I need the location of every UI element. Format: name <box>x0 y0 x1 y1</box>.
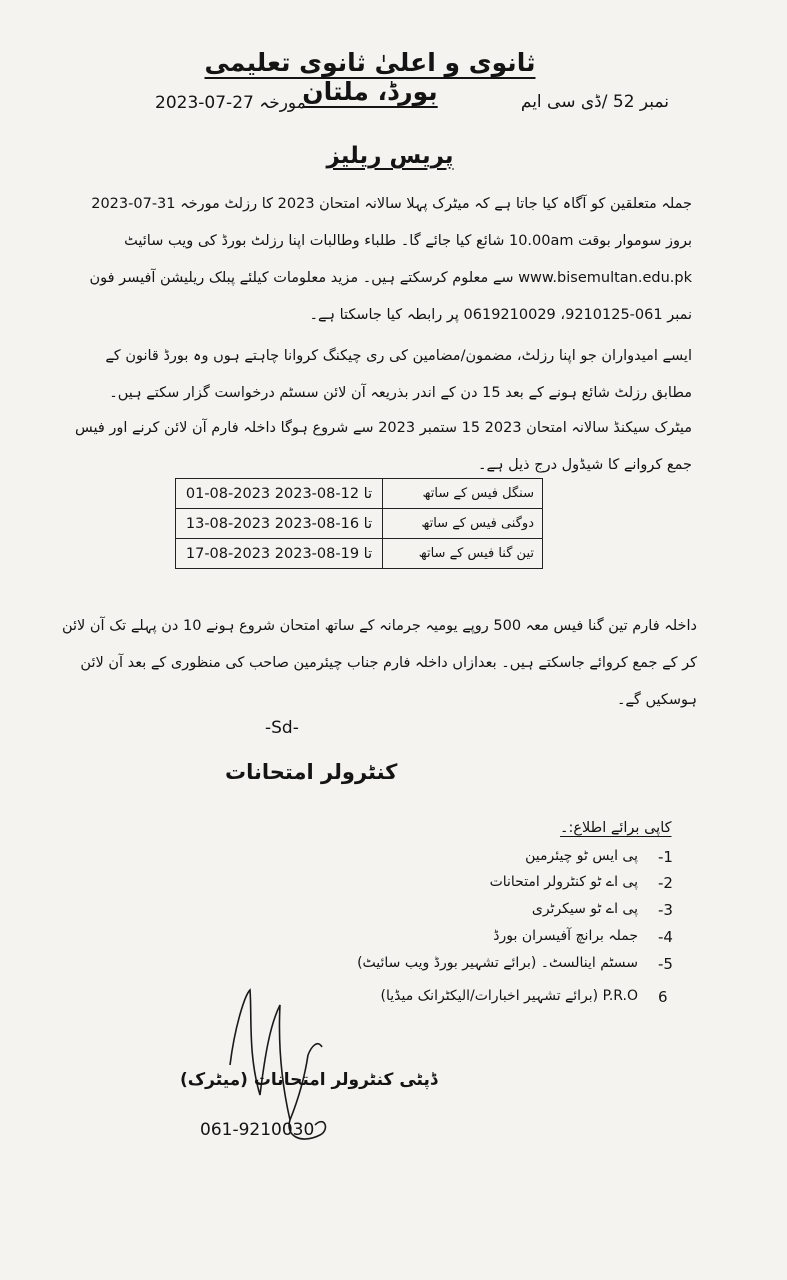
list-item-text: پی ایس ٹو چیئرمین <box>525 848 638 864</box>
copy-info-title: کاپی برائے اطلاع:۔ <box>560 820 672 836</box>
list-item-number: -2 <box>658 874 673 892</box>
table-row <box>176 479 543 509</box>
fee-label: سنگل فیس کے ساتھ <box>383 479 543 509</box>
paragraph-late-fee: داخلہ فارم تین گنا فیس معہ 500 روپے یومیہ جرمانہ کے ساتھ امتحان شروع ہونے 10 دن پہلے تک آن لائن کر کے جمع کروائے جاسکتے ہیں۔ بعدازاں داخلہ فارم جناب چیئرمین صاحب کی منظوری کے بعد آن لائن ہوسکیں گے۔ <box>61 618 697 708</box>
list-item <box>400 848 680 872</box>
paragraph-rechecking: ایسے امیدواران جو اپنا رزلٹ، مضمون/مضامین کی ری چیکنگ کروانا چاہتے ہوں وہ بورڈ قانون کے مطابق رزلٹ شائع ہونے کے بعد 15 دن کے اندر بذریعہ آن لائن سسٹم درخواست گزار سکتے ہیں۔ <box>105 348 692 401</box>
fee-dates: 01-08-2023 تا 12-08-2023 <box>176 479 383 509</box>
list-item-text: پی اے ٹو سیکرٹری <box>531 901 638 917</box>
list-item-number: -1 <box>658 848 673 866</box>
paragraph-result-announcement: جملہ متعلقین کو آگاہ کیا جاتا ہے کہ میٹرک پہلا سالانہ امتحان 2023 کا رزلٹ مورخہ 31-07-2023 بروز سوموار بوقت 10.00am شائع کیا جائے گا۔ طلباء وطالبات اپنا رزلٹ بورڈ کی ویب سائیٹ www.bisemultan.edu.pk سے معلوم کرسکتے ہیں۔ مزید معلومات کیلئے پبلک ریلیشن آفیسر فون نمبر 061-9210125، 0619210029 پر رابطہ کیا جاسکتا ہے۔ <box>89 196 692 323</box>
fee-label: تین گنا فیس کے ساتھ <box>383 539 543 569</box>
list-item <box>400 901 680 925</box>
list-item-text: P.R.O (برائے تشہیر اخبارات/الیکٹرانک میڈیا) <box>380 988 638 1004</box>
board-heading: ثانوی و اعلیٰ ثانوی تعلیمی بورڈ، ملتان <box>204 48 536 106</box>
fee-schedule-table <box>175 478 543 569</box>
document-date: مورخہ 27-07-2023 <box>155 93 306 113</box>
list-item-number: 6 <box>658 988 668 1006</box>
table-row <box>176 509 543 539</box>
list-item-number: -4 <box>658 928 673 946</box>
fee-dates: 17-08-2023 تا 19-08-2023 <box>176 539 383 569</box>
controller-title: کنٹرولر امتحانات <box>225 760 398 784</box>
sd-mark: -Sd- <box>265 718 299 738</box>
list-item <box>357 955 680 979</box>
reference-number: نمبر 52 /ڈی سی ایم <box>520 92 669 112</box>
list-item-text: جملہ برانچ آفیسران بورڈ <box>493 928 638 944</box>
list-item-number: -5 <box>658 955 673 973</box>
list-item-text: پی اے ٹو کنٹرولر امتحانات <box>489 874 638 890</box>
table-row <box>176 539 543 569</box>
deputy-phone: 061-9210030 <box>200 1120 315 1140</box>
paragraph-second-annual: میٹرک سیکنڈ سالانہ امتحان 2023 15 ستمبر 2023 سے شروع ہوگا داخلہ فارم آن لائن کرنے اور فیس جمع کروانے کا شیڈول درج ذیل ہے۔ <box>74 420 692 473</box>
list-item-number: -3 <box>658 901 673 919</box>
press-release-title: پریس ریلیز <box>326 143 454 169</box>
list-item-text: سسٹم اینالسٹ۔ (برائے تشہیر بورڈ ویب سائیٹ) <box>357 955 638 971</box>
list-item <box>380 988 680 1012</box>
fee-dates: 13-08-2023 تا 16-08-2023 <box>176 509 383 539</box>
list-item <box>400 928 680 952</box>
list-item <box>400 874 680 898</box>
fee-label: دوگنی فیس کے ساتھ <box>383 509 543 539</box>
deputy-controller-title: ڈپٹی کنٹرولر امتحانات (میٹرک) <box>180 1070 438 1090</box>
